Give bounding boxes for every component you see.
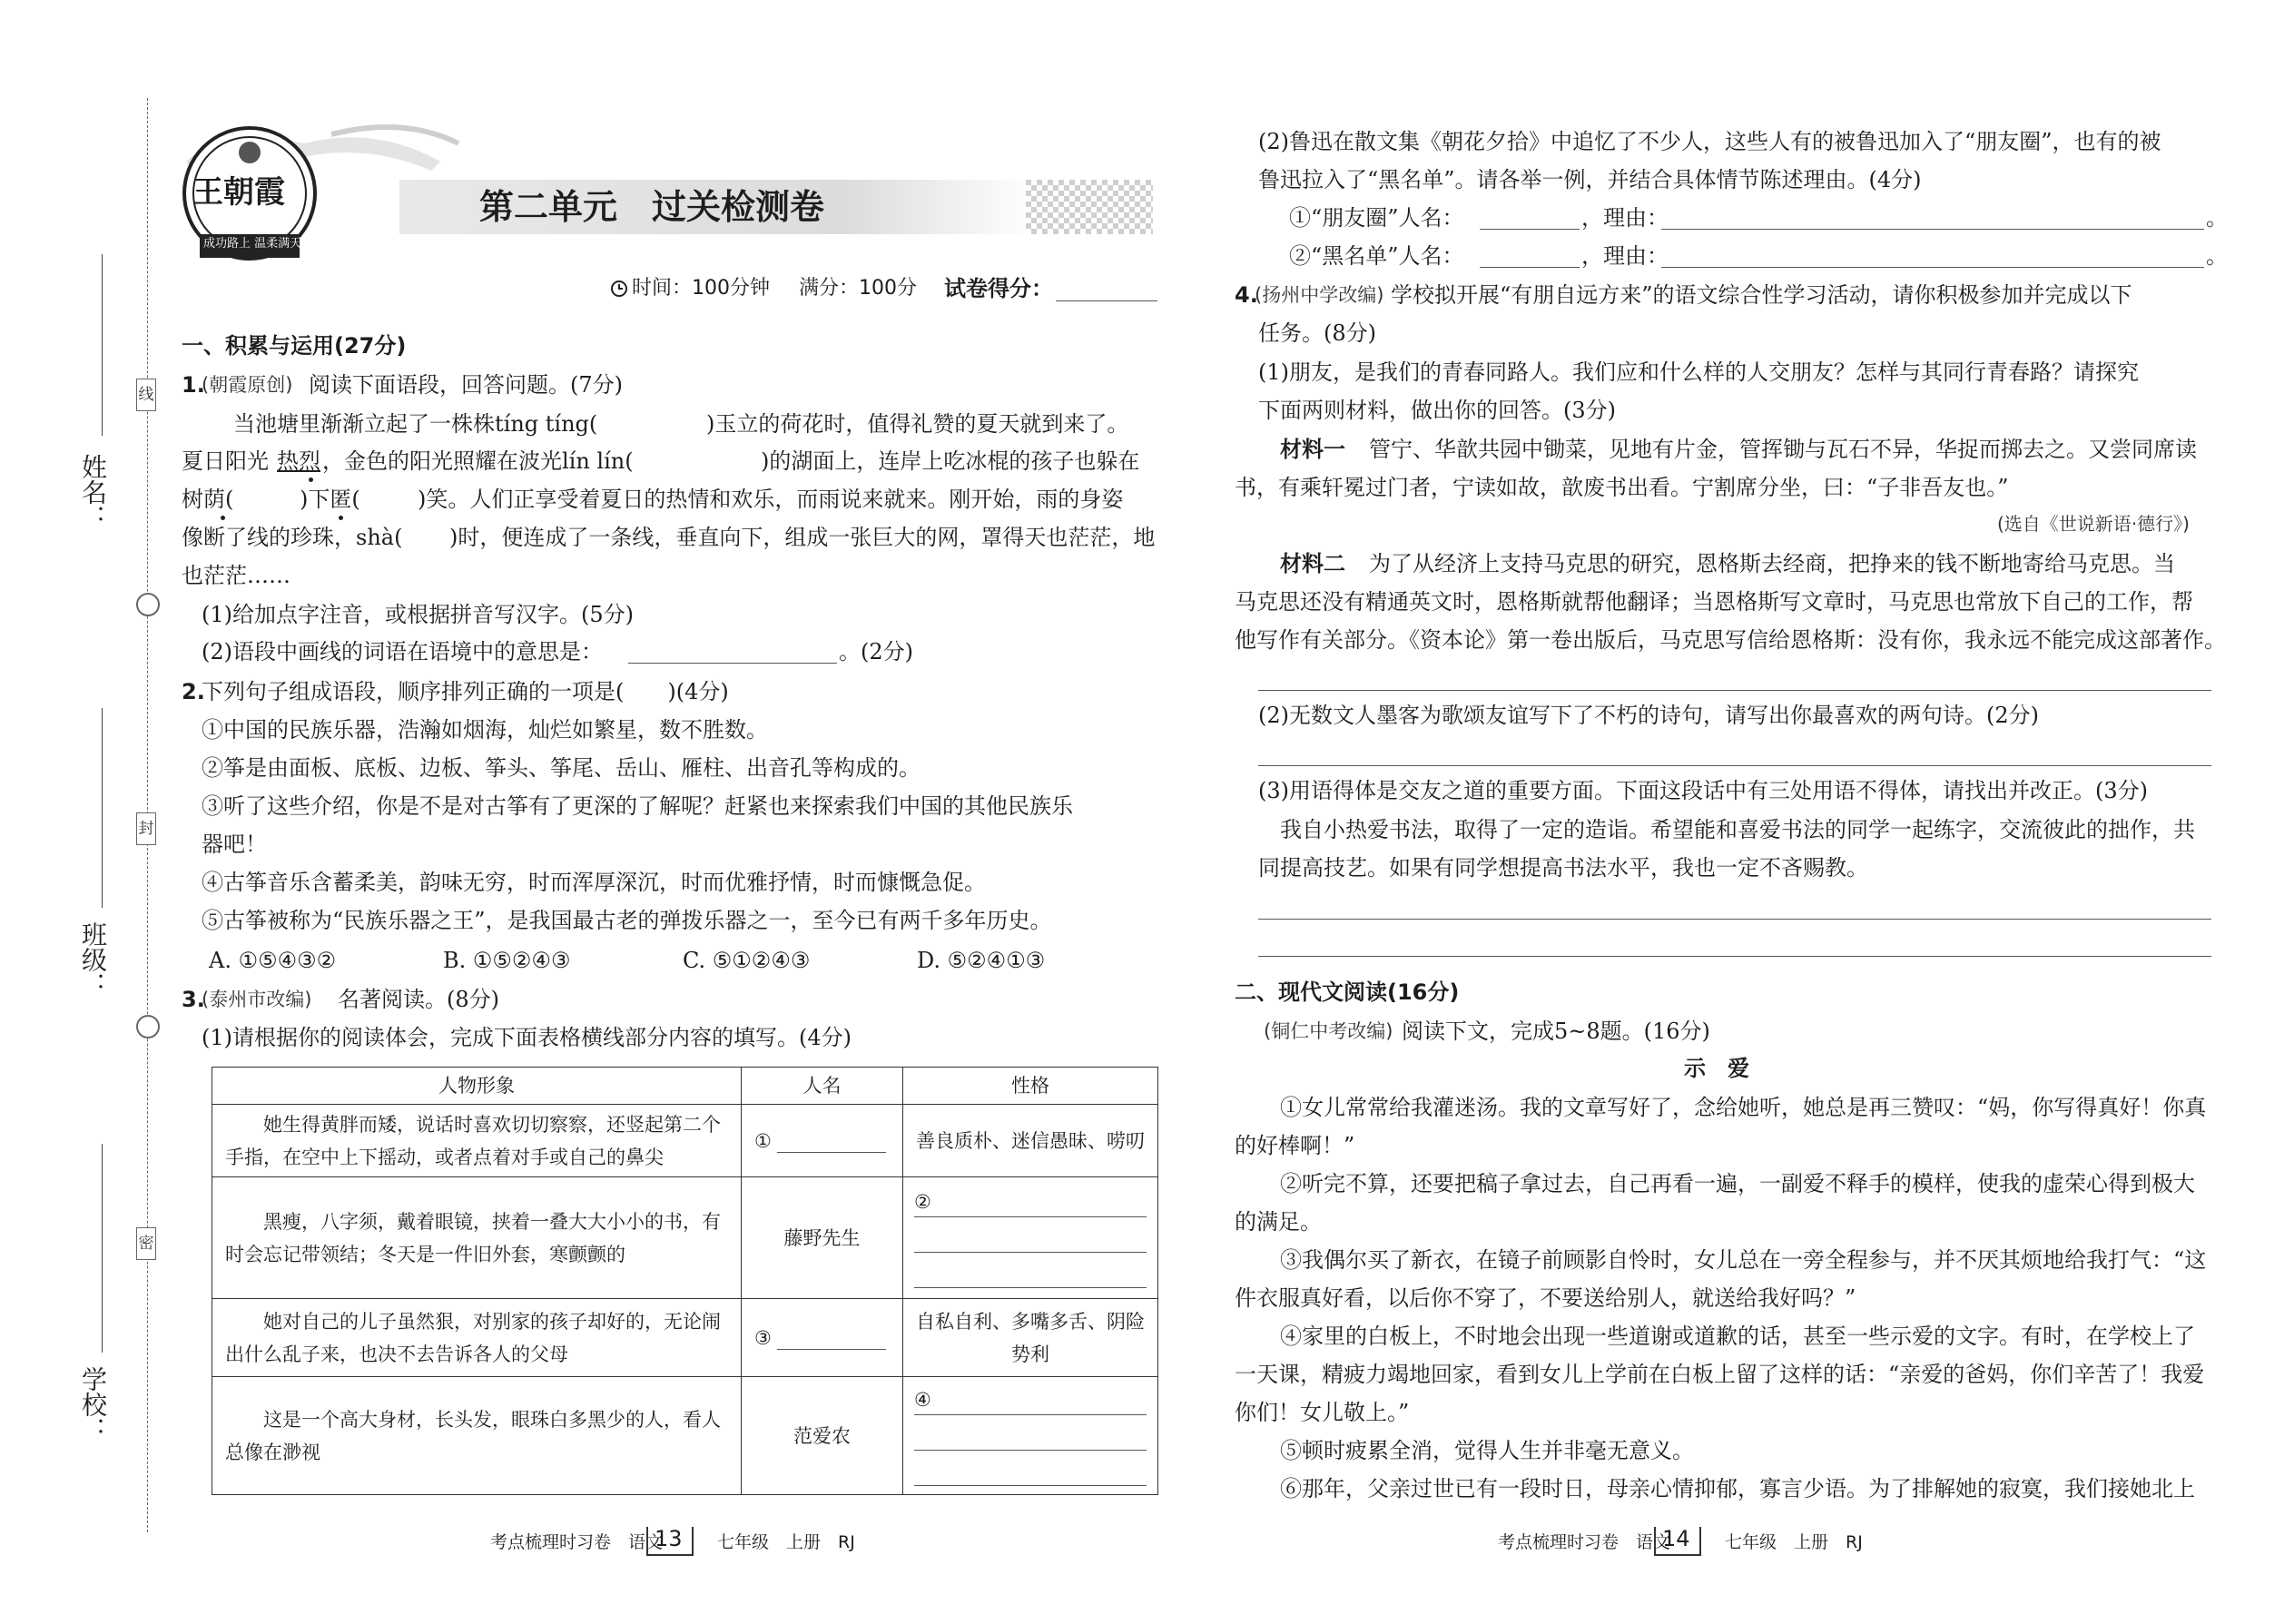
answer-blank[interactable] <box>777 1132 886 1153</box>
answer-blank[interactable] <box>914 1385 1147 1415</box>
q2-sentence-5: ⑤古筝被称为“民族乐器之王”，是我国最古老的弹拨乐器之一，至今已有两千多年历史。 <box>202 908 1052 933</box>
friend-circle-reason-blank[interactable] <box>1661 229 2204 230</box>
q1-para-line-1a: 当池塘里渐渐立起了一株株tíng tíng( <box>233 411 598 437</box>
q2-sentence-3a: ③听了这些介绍，你是不是对古筝有了更深的了解呢？赶紧也来探索我们中国的其他民族乐 <box>202 793 1073 819</box>
blacklist-reason-blank[interactable] <box>1661 267 2204 268</box>
q4-sub-3: (3)用语得体是交友之道的重要方面。下面这段话中有三处用语不得体，请找出并改正。(3分) <box>1258 778 2148 803</box>
q2-sentence-4: ④古筝音乐含蓄柔美，韵味无穷，时而浑厚深沉，时而优雅抒情，时而慷慨急促。 <box>202 870 986 895</box>
reading-instruction: 阅读下文，完成5~8题。(16分) <box>1402 1019 1710 1044</box>
footer-left-grade: 七年级 上册 RJ <box>717 1532 855 1552</box>
q1-para-line-2b: ，金色的阳光照耀在波光lín lín( <box>322 448 634 474</box>
footer-right-grade: 七年级 上册 RJ <box>1725 1532 1863 1552</box>
reading-para-4-line-2: 一天课，精疲力竭地回家，看到女儿上学前在白板上留了这样的话：“亲爱的爸妈，你们辛苦了！我爱 <box>1235 1362 2205 1387</box>
answer-blank[interactable] <box>914 1253 1147 1288</box>
table-header-cell: 性格 <box>903 1068 1158 1105</box>
material-1-line-2: 书，有乘轩冕过门者，宁读如故，歆废书出看。宁割席分坐，曰：“子非吾友也。” <box>1235 475 2009 500</box>
q3-sub-1: (1)请根据你的阅读体会，完成下面表格横线部分内容的填写。(4分) <box>202 1025 852 1050</box>
emphasis-dot <box>339 516 343 520</box>
clock-icon <box>610 280 628 298</box>
score-blank[interactable] <box>1056 300 1157 301</box>
answer-blank-label: ④ <box>914 1389 931 1411</box>
q3-sub-2-line-1: (2)鲁迅在散文集《朝花夕拾》中追忆了不少人，这些人有的被鲁迅加入了“朋友圈”，也有的被 <box>1258 129 2161 154</box>
table-cell-name: 藤野先生 <box>742 1177 903 1299</box>
table-row <box>212 1377 1158 1495</box>
reading-para-4-line-1: ④家里的白板上，不时地会出现一些道谢或道歉的话，甚至一些示爱的文字。有时，在学校上了 <box>1280 1324 2195 1349</box>
q2-number: 2. <box>182 679 205 704</box>
full-score: 满分：100分 <box>799 277 917 300</box>
table-row <box>212 1105 1158 1177</box>
answer-blank-label: ② <box>914 1191 931 1213</box>
class-write-line <box>102 708 103 908</box>
q3-sub-2-line-2: 鲁迅拉入了“黑名单”。请各举一例，并结合具体情节陈述理由。(4分) <box>1258 167 1922 192</box>
q3-number: 3. <box>182 987 205 1012</box>
emphasis-dot <box>309 477 313 482</box>
score-label: 试卷得分： <box>944 276 1053 301</box>
q1-para-line-2a: 夏日阳光 <box>182 448 269 474</box>
reading-para-3-line-1: ③我偶尔买了新衣，在镜子前顾影自怜时，女儿总在一旁全程参与，并不厌其烦地给我打气：“这 <box>1280 1247 2207 1273</box>
reading-para-2-line-2: 的满足。 <box>1235 1209 1322 1235</box>
reading-para-6-line-1: ⑥那年，父亲过世已有一段时日，母亲心情抑郁，寡言少语。为了排解她的寂寞，我们接她北上 <box>1280 1476 2195 1501</box>
q4-sub-1-line-1: (1)朋友，是我们的青春同路人。我们应和什么样的人交朋友？怎样与其同行青春路？请探究 <box>1258 359 2139 385</box>
section-2-heading: 二、现代文阅读(16分) <box>1235 979 1460 1005</box>
school-label: 学校： <box>78 1366 108 1442</box>
q1-para-line-4a: 像断了线的珍珠，shà( <box>182 525 403 550</box>
q4-sub-2-answer-line[interactable] <box>1258 765 2211 766</box>
friend-circle-reason-label: ，理由： <box>1581 205 1669 231</box>
footer-left-book: 考点梳理时习卷 语文 <box>490 1532 664 1552</box>
material-1-source: (选自《世说新语·德行》) <box>1997 513 2190 535</box>
blacklist-name-label: ②“黑名单”人名： <box>1289 243 1464 269</box>
title-banner-checker <box>1026 180 1153 234</box>
q1-sub-2-points: 。(2分) <box>839 639 913 664</box>
q1-text: 阅读下面语段，回答问题。(7分) <box>309 372 623 398</box>
q1-para-line-2c: )的湖面上，连岸上吃冰棍的孩子也躲在 <box>761 448 1140 474</box>
material-1-line-1: 管宁、华歆共园中锄菜，见地有片金，管挥锄与瓦石不异，华捉而掷去之。又尝同席读 <box>1369 437 2197 462</box>
seal-mark-mi: 密 <box>136 1227 156 1260</box>
answer-blank[interactable] <box>914 1415 1147 1451</box>
class-label: 班级： <box>78 921 108 998</box>
footer-right-book: 考点梳理时习卷 语文 <box>1498 1532 1671 1552</box>
table-cell-trait: 自私自利、多嘴多舌、阴险势利 <box>903 1299 1158 1377</box>
table-cell-portrait: 她生得黄胖而矮，说话时喜欢切切察察，还竖起第二个手指，在空中上下摇动，或者点着对手或自己的鼻尖 <box>212 1105 742 1177</box>
footer-left-page-number: 13 <box>655 1526 683 1551</box>
q3-text: 名著阅读。(8分) <box>338 987 499 1012</box>
character-table <box>212 1067 1158 1495</box>
q1-answer-blank[interactable] <box>628 663 837 664</box>
q1-sub-2: (2)语段中画线的词语在语境中的意思是： <box>202 639 603 664</box>
reading-para-4-line-3: 你们！女儿敬上。” <box>1235 1400 1410 1425</box>
q4-sub-2: (2)无数文人墨客为歌颂友谊写下了不朽的诗句，请写出你最喜欢的两句诗。(2分) <box>1258 703 2039 728</box>
reading-para-1-line-1: ①女儿常常给我灌迷汤。我的文章写好了，念给她听，她总是再三赞叹：“妈，你写得真好！你真 <box>1280 1095 2207 1120</box>
q1-number: 1. <box>182 372 205 398</box>
table-cell-trait <box>903 1177 1158 1299</box>
answer-blank-label: ③ <box>754 1326 772 1349</box>
material-2-label: 材料二 <box>1280 551 1345 576</box>
q2-sentence-1: ①中国的民族乐器，浩瀚如烟海，灿烂如繁星，数不胜数。 <box>202 717 768 743</box>
q1-para-line-3b: )下匿( <box>300 487 360 512</box>
q1-para-line-3a: 树荫( <box>182 487 234 512</box>
q4-sub-3-passage-line-1: 我自小热爱书法，取得了一定的造诣。希望能和喜爱书法的同学一起练字，交流彼此的拙作，共 <box>1280 817 2195 842</box>
table-cell-trait: 善良质朴、迷信愚昧、唠叨 <box>903 1105 1158 1177</box>
logo-slogan: 成功路上 温柔满天 <box>203 237 302 251</box>
answer-blank[interactable] <box>914 1217 1147 1253</box>
q4-sub-3-answer-line-1[interactable] <box>1258 919 2211 920</box>
table-row <box>212 1299 1158 1377</box>
binding-hole-1 <box>136 593 160 616</box>
answer-blank[interactable] <box>914 1451 1147 1486</box>
q1-para-line-3c: )笑。人们正享受着夏日的热情和欢乐，而雨说来就来。刚开始，雨的身姿 <box>418 487 1124 512</box>
q2-option-d[interactable]: D. ⑤②④①③ <box>917 948 1046 973</box>
q2-sentence-3b: 器吧！ <box>202 832 267 857</box>
blacklist-name-blank[interactable] <box>1480 267 1580 268</box>
material-1-label: 材料一 <box>1280 437 1345 462</box>
q3-source: (泰州市改编) <box>202 989 312 1010</box>
logo-name: 王朝霞 <box>192 174 285 211</box>
emphasis-dot <box>221 516 225 520</box>
q2-option-c[interactable]: C. ⑤①②④③ <box>683 948 811 973</box>
q4-text-line-1: 学校拟开展“有朋自远方来”的语文综合性学习活动，请你积极参加并完成以下 <box>1391 282 2132 308</box>
school-write-line <box>102 1144 103 1353</box>
reading-para-3-line-2: 件衣服真好看，以后你不穿了，不要送给别人，就送给我好吗？” <box>1235 1285 1856 1311</box>
q4-sub-3-passage-line-2: 同提高技艺。如果有同学想提高书法水平，我也一定不吝赐教。 <box>1258 855 1868 881</box>
reading-para-1-line-2: 的好棒啊！” <box>1235 1133 1355 1158</box>
binding-hole-2 <box>136 1015 160 1038</box>
table-cell-name <box>742 1299 903 1377</box>
material-2-line-1: 为了从经济上支持马克思的研究，恩格斯去经商，把挣来的钱不断地寄给马克思。当 <box>1369 551 2175 576</box>
table-cell-portrait: 她对自己的儿子虽然狠，对别家的孩子却好的，无论闹出什么乱子来，也决不去告诉各人的父母 <box>212 1299 742 1377</box>
name-write-line <box>102 254 103 436</box>
table-header-cell: 人物形象 <box>212 1068 742 1105</box>
reading-source: (铜仁中考改编) <box>1264 1020 1393 1042</box>
section-1-heading: 一、积累与运用(27分) <box>182 333 407 359</box>
footer-right-page-number: 14 <box>1662 1526 1690 1551</box>
q4-source: (扬州中学改编) <box>1255 284 1384 306</box>
q4-sub-1-line-2: 下面两则材料，做出你的回答。(3分) <box>1258 398 1616 423</box>
answer-blank[interactable] <box>914 1187 1147 1217</box>
q1-source: (朝霞原创) <box>202 374 293 396</box>
q2-text: 下列句子组成语段，顺序排列正确的一项是( )(4分) <box>202 679 729 704</box>
table-cell-name: 范爱农 <box>742 1377 903 1495</box>
q2-option-b[interactable]: B. ①⑤②④③ <box>443 948 571 973</box>
q1-underlined-word: 热烈 <box>277 448 320 474</box>
q2-option-a[interactable]: A. ①⑤④③② <box>209 948 337 973</box>
q4-number: 4. <box>1235 282 1258 308</box>
table-header-row <box>212 1068 1158 1105</box>
blacklist-reason-label: ，理由： <box>1581 243 1669 269</box>
q4-sub-1-answer-line[interactable] <box>1258 690 2211 691</box>
seal-mark-feng: 封 <box>136 812 156 845</box>
seal-mark-xian: 线 <box>136 379 156 411</box>
q2-sentence-2: ②筝是由面板、底板、边板、筝头、筝尾、岳山、雁柱、出音孔等构成的。 <box>202 755 921 781</box>
table-cell-trait <box>903 1377 1158 1495</box>
answer-blank[interactable] <box>777 1329 886 1350</box>
friend-circle-name-blank[interactable] <box>1480 229 1580 230</box>
table-cell-portrait: 这是一个高大身材，长头发，眼珠白多黑少的人，看人总像在渺视 <box>212 1377 742 1495</box>
table-row <box>212 1177 1158 1299</box>
q1-para-line-5: 也茫茫…… <box>182 563 290 588</box>
friend-circle-name-label: ①“朋友圈”人名： <box>1289 205 1464 231</box>
answer-blank-label: ① <box>754 1129 772 1152</box>
material-2-line-3: 他写作有关部分。《资本论》第一卷出版后，马克思写信给恩格斯：没有你，我永远不能完成这部著作。 <box>1235 627 2226 653</box>
q4-sub-3-answer-line-2[interactable] <box>1258 956 2211 957</box>
blacklist-end: 。 <box>2206 243 2228 269</box>
table-header-cell: 人名 <box>742 1068 903 1105</box>
q4-text-line-2: 任务。(8分) <box>1258 320 1376 346</box>
reading-title: 示 爱 <box>1684 1056 1749 1081</box>
q1-para-line-1b: )玉立的荷花时，值得礼赞的夏天就到来了。 <box>706 411 1129 437</box>
reading-para-2-line-1: ②听完不算，还要把稿子拿过去，自己再看一遍，一副爱不释手的模样，使我的虚荣心得到极大 <box>1280 1171 2195 1196</box>
reading-para-5: ⑤顿时疲累全消，觉得人生并非毫无意义。 <box>1280 1438 1694 1463</box>
time-limit: 时间：100分钟 <box>632 277 770 300</box>
material-2-line-2: 马克思还没有精通英文时，恩格斯就帮他翻译；当恩格斯写文章时，马克思也常放下自己的工作，帮 <box>1235 589 2193 615</box>
friend-circle-end: 。 <box>2206 205 2228 231</box>
table-cell-name <box>742 1105 903 1177</box>
table-cell-portrait: 黑瘦，八字须，戴着眼镜，挟着一叠大大小小的书，有时会忘记带领结；冬天是一件旧外套，寒颤颤的 <box>212 1177 742 1299</box>
page-title: 第二单元 过关检测卷 <box>479 187 825 227</box>
q1-sub-1: (1)给加点字注音，或根据拼音写汉字。(5分) <box>202 602 634 627</box>
name-label: 姓名： <box>78 454 108 530</box>
q1-para-line-4b: )时，便连成了一条线，垂直向下，组成一张巨大的网，罩得天也茫茫，地 <box>449 525 1156 550</box>
